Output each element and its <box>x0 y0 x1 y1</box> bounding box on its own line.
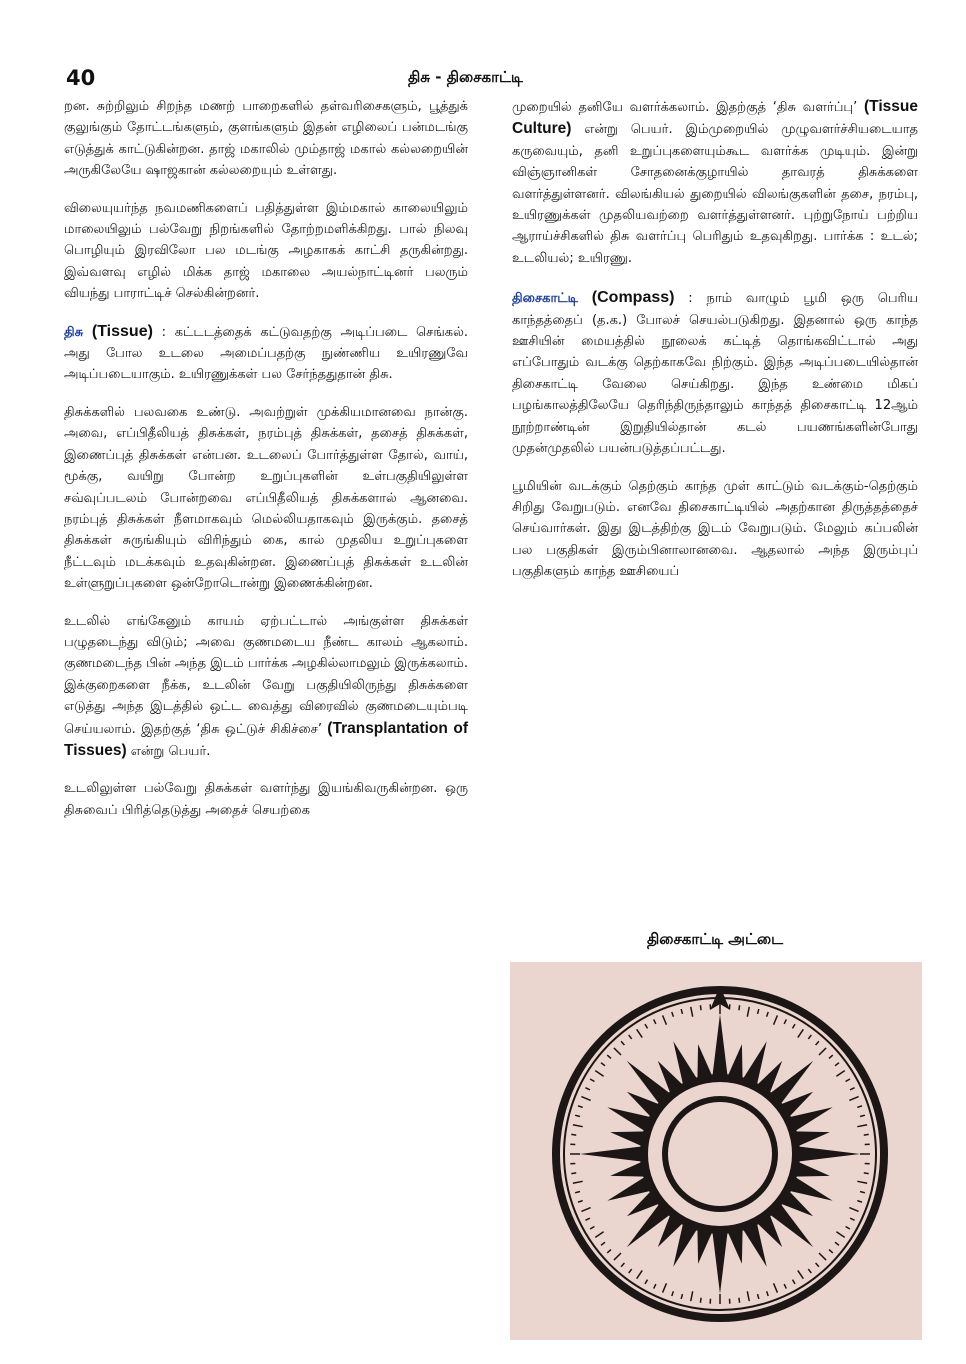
compass-center <box>668 1102 772 1206</box>
page-number: 40 <box>66 66 96 90</box>
left-column <box>64 96 468 831</box>
compass-tick <box>571 1173 576 1174</box>
compass-tick <box>864 1173 869 1174</box>
transplant-english-term: (Transplantation of Tissues) <box>64 719 468 759</box>
tissue-transplant-paragraph <box>64 611 468 763</box>
compass-card-image <box>510 962 922 1340</box>
tissue-entry <box>64 321 468 386</box>
culture-english-term: (Tissue Culture) <box>512 98 918 138</box>
compass-correction-paragraph: பூமியின் வடக்கும் தெற்கும் காந்த முள் காட்டும் வடக்கும்-தெற்கும் சிறிது வேறுபடும். எனவே திசைகாட்டியில் அதற்கான திருத்தத்தைச் செய்வார்கள். இது இடத்திற்கு இடம் வேறுபடும். மேலும் கப்பலின் பல பகுதிகள் இரும்பினாலானவை. ஆதலால் அந்த இரும்புப் பகுதிகளும் காந்த ஊசியைப் <box>512 478 918 580</box>
compass-tick <box>571 1134 576 1135</box>
compass-heading-english: (Compass) <box>591 289 675 307</box>
transplant-text: உடலில் எங்கேனும் காயம் ஏற்பட்டால் அங்குள்ள திசுக்கள் பழுதடைந்து விடும்; அவை குணமடைய நீண்ட காலம் ஆகலாம். குணமடைந்த பின் அந்த இடம் பார்க்க அழகில்லாமலும் இருக்கலாம். இக்குறைகளை நீக்க, உடலின் வேறு பகுதியிலிருந்து திசுக்களை எடுத்து அந்த இடத்தில் ஒட்ட வைத்து விரைவில் குணமடையும்படி செய்யலாம். இதற்குத் ‘திசு ஒட்டுச் சிகிச்சை’ <box>64 613 468 737</box>
tissue-growth-paragraph: உடலிலுள்ள பல்வேறு திசுக்கள் வளர்ந்து இயங்கிவருகின்றன. ஒரு திசுவைப் பிரித்தெடுத்து அதைச் செயற்கை <box>64 781 468 818</box>
culture-text-a: முறையில் தனியே வளர்க்கலாம். இதற்குத் ‘திசு வளர்ப்பு’ <box>512 100 858 115</box>
running-title: திசு - திசைகாட்டி <box>408 68 523 86</box>
transplant-text-end: என்று பெயர். <box>130 743 211 759</box>
compass-tick <box>700 1298 701 1303</box>
tissue-heading-english: (Tissue) <box>91 322 153 340</box>
figure-caption: திசைகாட்டி அட்டை <box>646 930 784 948</box>
compass-tick <box>739 1005 740 1010</box>
tissue-heading-tamil: திசு <box>64 324 84 340</box>
taj-paragraph-2: விலையுயர்ந்த நவமணிகளைப் பதித்துள்ள இம்மகால் காலையிலும் மாலையிலும் பல்வேறு நிறங்களில் தோற்றமளிக்கிறது. பால் நிலவு பொழியும் இரவிலோ பல மடங்கு அழகாகக் காட்சி தருகின்றது. இவ்வளவு எழில் மிக்க தாஜ் மகாலை அயல்நாட்டினர் பலரும் வியந்து பாராட்டிச் செல்கின்றனர். <box>64 200 468 302</box>
compass-tick <box>700 1005 701 1010</box>
taj-paragraph-1: றன. சுற்றிலும் சிறந்த மணற் பாறைகளில் தள்வரிசைகளும், பூத்துக் குலுங்கும் தோட்டங்களும், குளங்களும் இதன் எழிலைப் பன்மடங்கு எடுத்துக் காட்டுகின்றன. தாஜ் மகாலில் மும்தாஜ் மகால் கல்லறையின் அருகிலேயே ஷாஜகான் கல்லறையும் உள்ளது. <box>64 99 468 179</box>
right-column <box>512 96 918 599</box>
compass-rose-icon <box>510 962 922 1340</box>
tissue-types-paragraph: திசுக்களில் பலவகை உண்டு. அவற்றுள் முக்கியமானவை நான்கு. அவை, எப்பிதீலியத் திசுக்கள், நரம்புத் திசுக்கள், தசைத் திசுக்கள், இணைப்புத் திசுக்கள் என்பன. உடலைப் போர்த்துள்ள தோல், வாய், மூக்கு, வயிறு போன்ற உறுப்புகளின் உள்பகுதியிலுள்ள சவ்வுப்படலம் போன்றவை எப்பிதீலியத் திசுக்களால் ஆனவை. நரம்புத் திசுக்கள் நீளமாகவும் மெல்லியதாகவும் இருக்கும். தசைத் திசுக்கள் சுருங்கியும் விரிந்தும் கை, கால் முதலிய உறுப்புகளை நீட்டவும் மடக்கவும் உதவுகின்றன. இணைப்புத் திசுக்கள் உடலின் உள்ளுறுப்புகளை ஒன்றோடொன்று இணைக்கின்றன. <box>64 404 468 592</box>
compass-entry <box>512 287 918 459</box>
tissue-culture-paragraph <box>512 96 918 269</box>
compass-tick <box>864 1134 869 1135</box>
tissue-definition: : கட்டடத்தைக் கட்டுவதற்கு அடிப்படை செங்கல். அது போல உடலை அமைப்பதற்கு நுண்ணிய உயிரணுவே அடிப்படையாகும். உயிரணுக்கள் பல சேர்ந்ததுதான் திசு. <box>64 324 468 383</box>
compass-tick <box>739 1298 740 1303</box>
compass-definition: : நாம் வாழும் பூமி ஒரு பெரிய காந்தத்தைப் (த.க.) போலச் செயல்படுகிறது. இதனால் ஒரு காந்த ஊசியின் மையத்தில் நூலைக் கட்டித் தொங்கவிட்டால் அது எப்போதும் வடக்கு தெற்காகவே நிற்கும். இந்த அடிப்படையில்தான் திசைகாட்டி வேலை செய்கிறது. இந்த உண்மை மிகப் பழங்காலத்திலேயே தெரிந்திருந்தாலும் காந்தத் திசைகாட்டி 12ஆம் நூற்றாண்டின் இறுதியில்தான் கடல் பயணங்களின்போது முதன்முதலில் பயன்படுத்தப்பட்டது. <box>512 291 918 457</box>
culture-text-b: என்று பெயர். இம்முறையில் முழுவளர்ச்சியடையாத கருவையும், தனி உறுப்புகளையும்கூட வளர்க்க முடியும். இன்று விஞ்ஞானிகள் சோதனைக்குழாயில் தாவரத் திசுக்களை வளர்த்துள்ளனர். விலங்கியல் துறையில் விலங்குகளின் தசை, நரம்பு, உயிரணுக்கள் முதலியவற்றை வளர்த்துள்ளனர். புற்றுநோய் பற்றிய ஆராய்ச்சிகளில் திசு வளர்ப்பு பெரிதும் உதவுகிறது. பார்க்க : உடல்; உடலியல்; உயிரணு. <box>512 122 918 266</box>
compass-heading-tamil: திசைகாட்டி <box>512 291 578 307</box>
